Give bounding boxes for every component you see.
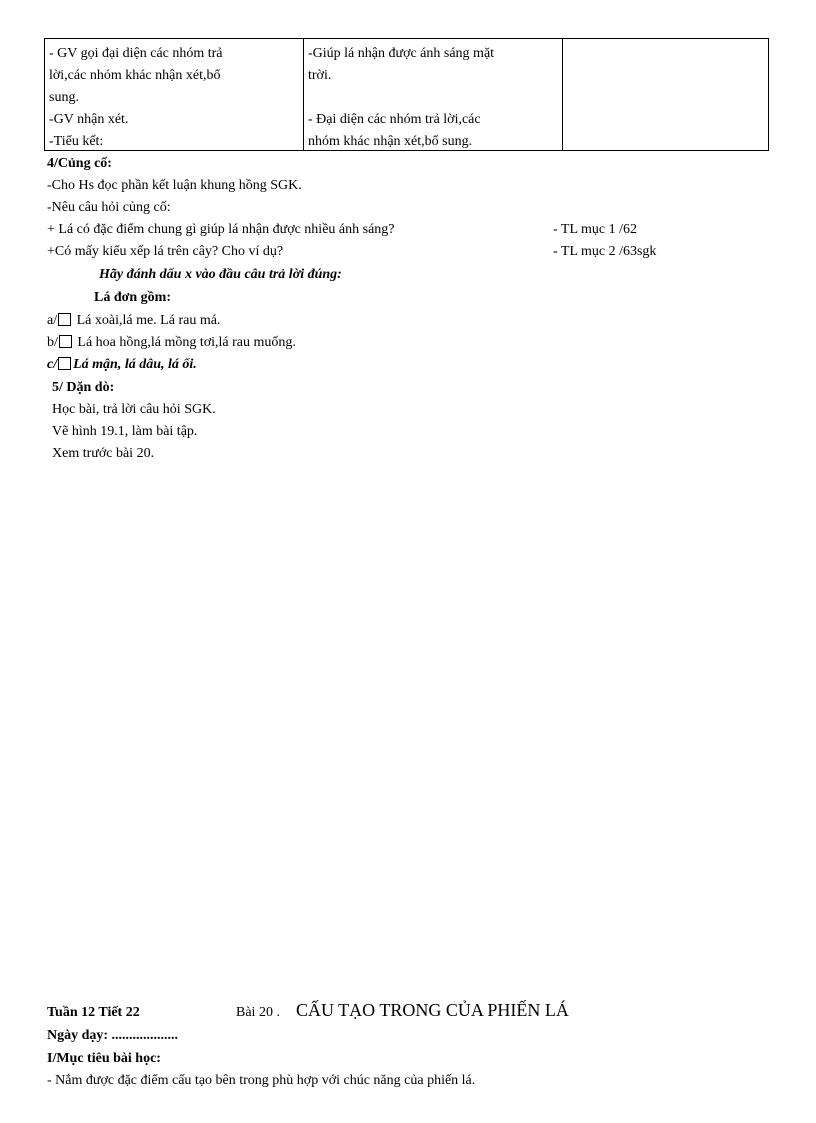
checkbox-icon[interactable] bbox=[59, 335, 72, 348]
cung-co-heading: 4/Củng cố: bbox=[47, 156, 112, 171]
cell-line: nhóm khác nhận xét,bổ sung. bbox=[308, 134, 473, 149]
teacher-activity-cell bbox=[45, 39, 304, 150]
activity-table bbox=[44, 38, 769, 151]
content-cell bbox=[563, 39, 768, 150]
cung-co-line: -Cho Hs đọc phần kết luận khung hồng SGK. bbox=[47, 178, 302, 193]
cell-line: - Đại diện các nhóm trả lời,các bbox=[308, 112, 481, 127]
dan-do-line: Xem trước bài 20. bbox=[52, 446, 155, 461]
option-b bbox=[47, 333, 296, 353]
cung-co-line: -Nêu câu hỏi củng cố: bbox=[47, 200, 171, 215]
student-activity-cell bbox=[304, 39, 563, 150]
option-text: Lá hoa hồng,lá mồng tơi,lá rau muống. bbox=[77, 335, 296, 350]
quiz-heading: Lá đơn gồm: bbox=[94, 290, 171, 305]
option-text: Lá mận, lá dâu, lá ổi. bbox=[73, 357, 197, 372]
cell-line bbox=[308, 87, 562, 109]
option-label: c/ bbox=[47, 357, 58, 372]
checkbox-icon[interactable] bbox=[58, 357, 71, 370]
week-period: Tuần 12 Tiết 22 bbox=[47, 1005, 140, 1020]
cell-line: lời,các nhóm khác nhận xét,bổ bbox=[49, 68, 221, 83]
lesson-number: Bài 20 . bbox=[236, 1005, 280, 1020]
cell-line: -Giúp lá nhận được ánh sáng mặt bbox=[308, 46, 495, 61]
answer-ref-1: - TL mục 1 /62 bbox=[553, 222, 637, 237]
option-a bbox=[47, 311, 220, 331]
objective-line: - Nắm được đặc điểm cấu tạo bên trong phù hợp với chúc năng của phiến lá. bbox=[47, 1073, 476, 1088]
lesson-title: CẤU TẠO TRONG CỦA PHIẾN LÁ bbox=[296, 1000, 569, 1020]
cell-line: sung. bbox=[49, 90, 79, 105]
dan-do-line: Học bài, trả lời câu hỏi SGK. bbox=[52, 402, 216, 417]
dan-do-line: Vẽ hình 19.1, làm bài tập. bbox=[52, 424, 198, 439]
question-1: + Lá có đặc điểm chung gì giúp lá nhận được nhiều ánh sáng? bbox=[47, 222, 395, 237]
option-label: b/ bbox=[47, 335, 58, 350]
cell-line: -Tiểu kết: bbox=[49, 134, 104, 149]
checkbox-icon[interactable] bbox=[58, 313, 71, 326]
option-label: a/ bbox=[47, 313, 58, 328]
option-text: Lá xoài,lá me. Lá rau má. bbox=[76, 313, 221, 328]
objectives-heading: I/Mục tiêu bài học: bbox=[47, 1051, 161, 1066]
dan-do-heading: 5/ Dặn dò: bbox=[52, 380, 115, 395]
question-2: +Có mấy kiểu xếp lá trên cây? Cho ví dụ? bbox=[47, 244, 284, 259]
option-c bbox=[47, 355, 197, 375]
cell-line: trời. bbox=[308, 68, 332, 83]
answer-ref-2: - TL mục 2 /63sgk bbox=[553, 244, 657, 259]
teaching-date: Ngày dạy: ................... bbox=[47, 1028, 179, 1043]
quiz-instruction: Hãy đánh dấu x vào đầu câu trả lời đúng: bbox=[99, 267, 342, 282]
cell-line: -GV nhận xét. bbox=[49, 112, 129, 127]
cell-line: - GV gọi đại diện các nhóm trả bbox=[49, 46, 223, 61]
